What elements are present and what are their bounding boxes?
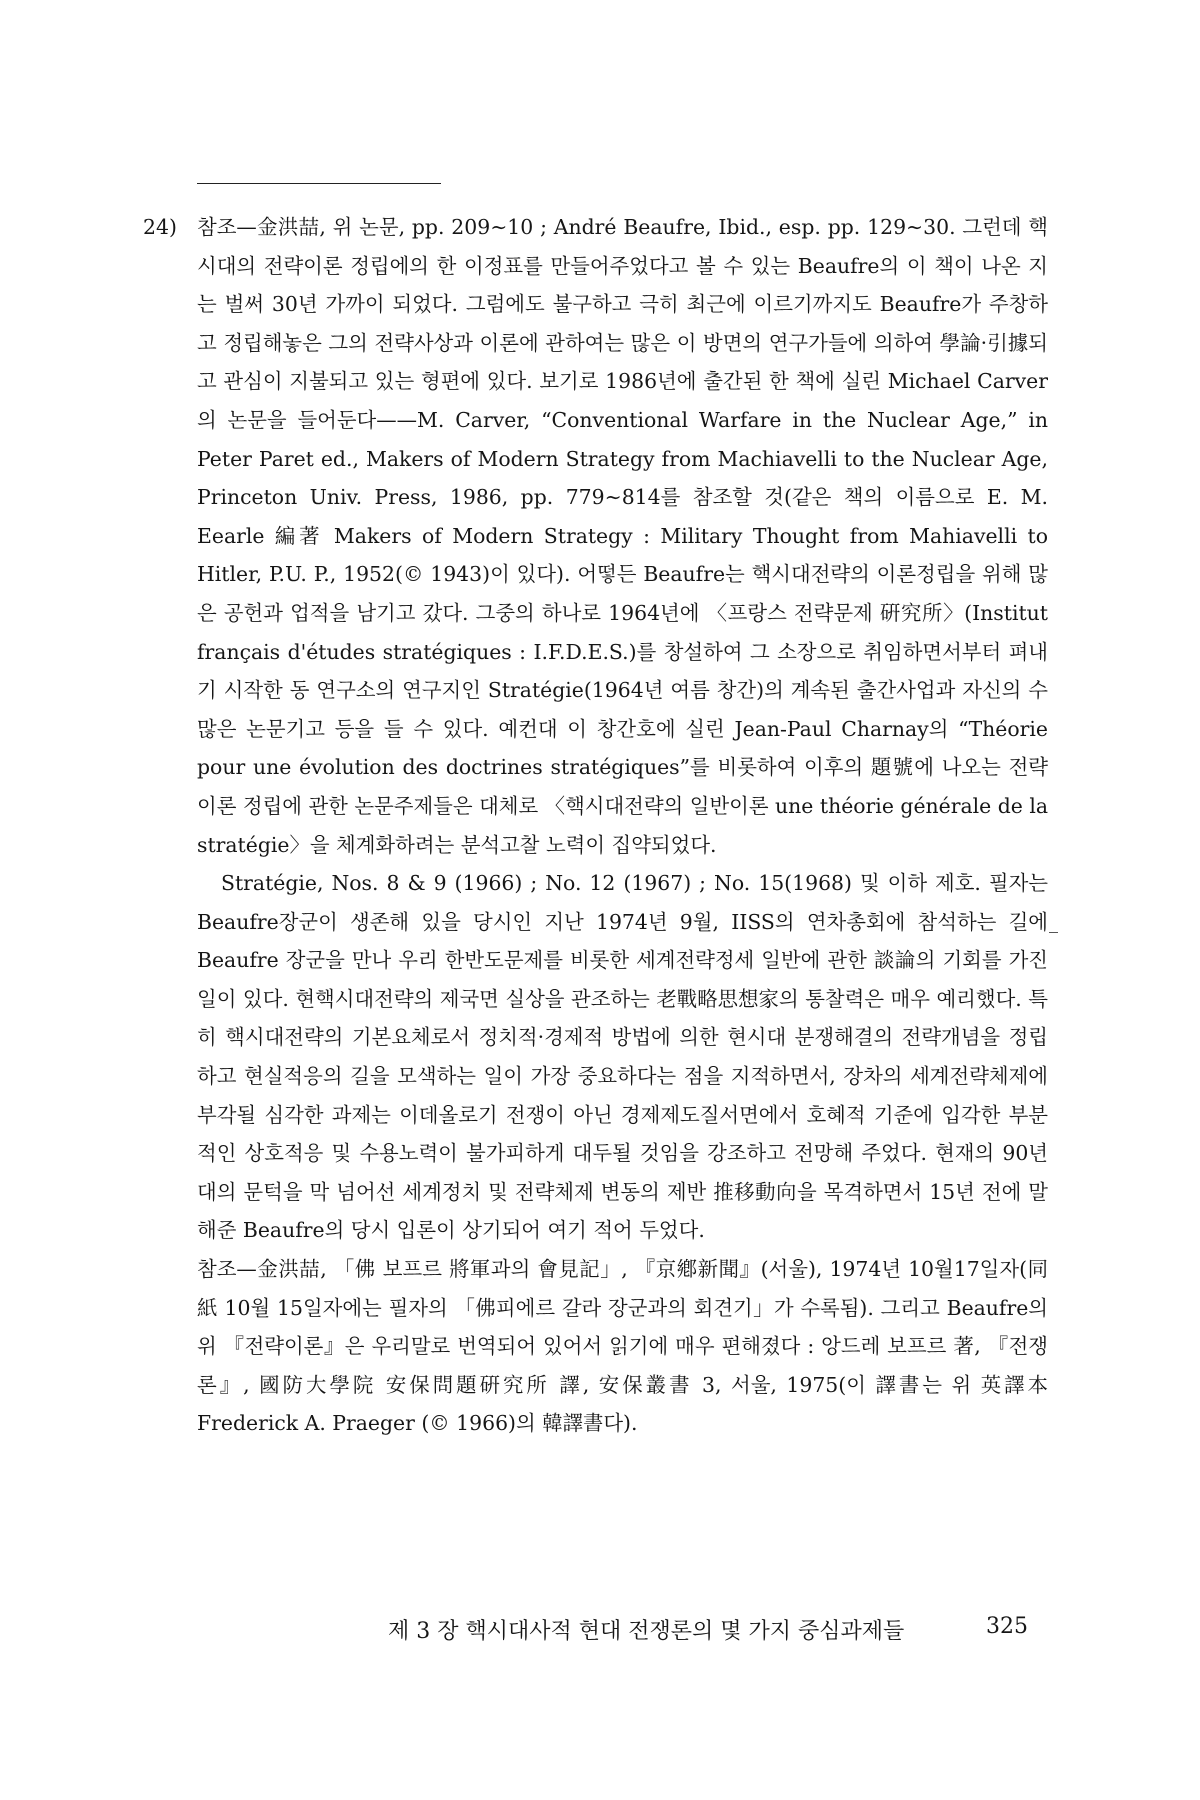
page-footer (388, 1614, 1028, 1645)
footnote-separator-rule (197, 183, 441, 184)
margin-mark (1049, 932, 1058, 933)
running-head: 제 3 장 핵시대사적 현대 전쟁론의 몇 가지 중심과제들 (388, 1619, 905, 1644)
page-number: 325 (986, 1614, 1028, 1639)
footnote-paragraph-3: 참조—金洪喆, 「佛 보프르 將軍과의 會見記」, 『京鄕新聞』(서울), 1974년 10월17일자(同紙 10월 15일자에는 필자의 「佛피에르 갈라 장군과의 회견기」가 수록됨). 그리고 Beaufre의 위 『전략이론』은 우리말로 번역되어 있어서 읽기에 매우 편해졌다 : 앙드레 보프르 著, 『전쟁론』, 國防大學院 安保問題硏究所 譯, 安保叢書 3, 서울, 1975(이 譯書는 위 英譯本 Frederick A. Praeger (© 1966)의 韓譯書다). (197, 1257, 1048, 1436)
footnote-paragraph-2: Stratégie, Nos. 8 & 9 (1966) ; No. 12 (1967) ; No. 15(1968) 및 이하 제호. 필자는 Beaufre장군이 생존해 있을 당시인 지난 1974년 9월, IISS의 연차총회에 참석하는 길에 Beaufre 장군을 만나 우리 한반도문제를 비롯한 세계전략정세 일반에 관한 談論의 기회를 가진 일이 있다. 현핵시대전략의 제국면 실상을 관조하는 老戰略思想家의 통찰력은 매우 예리했다. 특히 핵시대전략의 기본요체로서 정치적·경제적 방법에 의한 현시대 분쟁해결의 전략개념을 정립하고 현실적응의 길을 모색하는 일이 가장 중요하다는 점을 지적하면서, 장차의 세계전략체제에 부각될 심각한 과제는 이데올로기 전쟁이 아닌 경제제도질서면에서 호혜적 기준에 입각한 부분적인 상호적응 및 수용노력이 불가피하게 대두될 것임을 강조하고 전망해 주었다. 현재의 90년대의 문턱을 막 넘어선 세계정치 및 전략체제 변동의 제반 推移動向을 목격하면서 15년 전에 말해준 Beaufre의 당시 입론이 상기되어 여기 적어 두었다. (197, 871, 1048, 1243)
footnote-number: 24) (143, 215, 177, 239)
footnote-24 (143, 208, 1048, 1443)
footnote-paragraph-1 (143, 208, 1048, 864)
footnote-paragraph-1-text: 참조—金洪喆, 위 논문, pp. 209∼10 ; André Beaufre, Ibid., esp. pp. 129∼30. 그런데 핵시대의 전략이론 정립에의 한 이정표를 만들어주었다고 볼 수 있는 Beaufre의 이 책이 나온 지는 벌써 30년 가까이 되었다. 그럼에도 불구하고 극히 최근에 이르기까지도 Beaufre가 주창하고 정립해놓은 그의 전략사상과 이론에 관하여는 많은 이 방면의 연구가들에 의하여 學論·引據되고 관심이 지불되고 있는 형편에 있다. 보기로 1986년에 출간된 한 책에 실린 Michael Carver의 논문을 들어둔다——M. Carver, “Conventional Warfare in the Nuclear Age,” in Peter Paret ed., Makers of Modern Strategy from Machiavelli to the Nuclear Age, Princeton Univ. Press, 1986, pp. 779∼814를 참조할 것(같은 책의 이름으로 E. M. Eearle 編著 Makers of Modern Strategy : Military Thought from Mahiavelli to Hitler, P.U. P., 1952(© 1943)이 있다). 어떻든 Beaufre는 핵시대전략의 이론정립을 위해 많은 공헌과 업적을 남기고 갔다. 그중의 하나로 1964년에 〈프랑스 전략문제 硏究所〉(Institut français d'études stratégiques : I.F.D.E.S.)를 창설하여 그 소장으로 취임하면서부터 펴내기 시작한 동 연구소의 연구지인 Stratégie(1964년 여름 창간)의 계속된 출간사업과 자신의 수많은 논문기고 등을 들 수 있다. 예컨대 이 창간호에 실린 Jean-Paul Charnay의 “Théorie pour une évolution des doctrines stratégiques”를 비롯하여 이후의 題號에 나오는 전략이론 정립에 관한 논문주제들은 대체로 〈핵시대전략의 일반이론 une théorie générale de la stratégie〉을 체계화하려는 분석고찰 노력이 집약되었다. (197, 215, 1048, 857)
